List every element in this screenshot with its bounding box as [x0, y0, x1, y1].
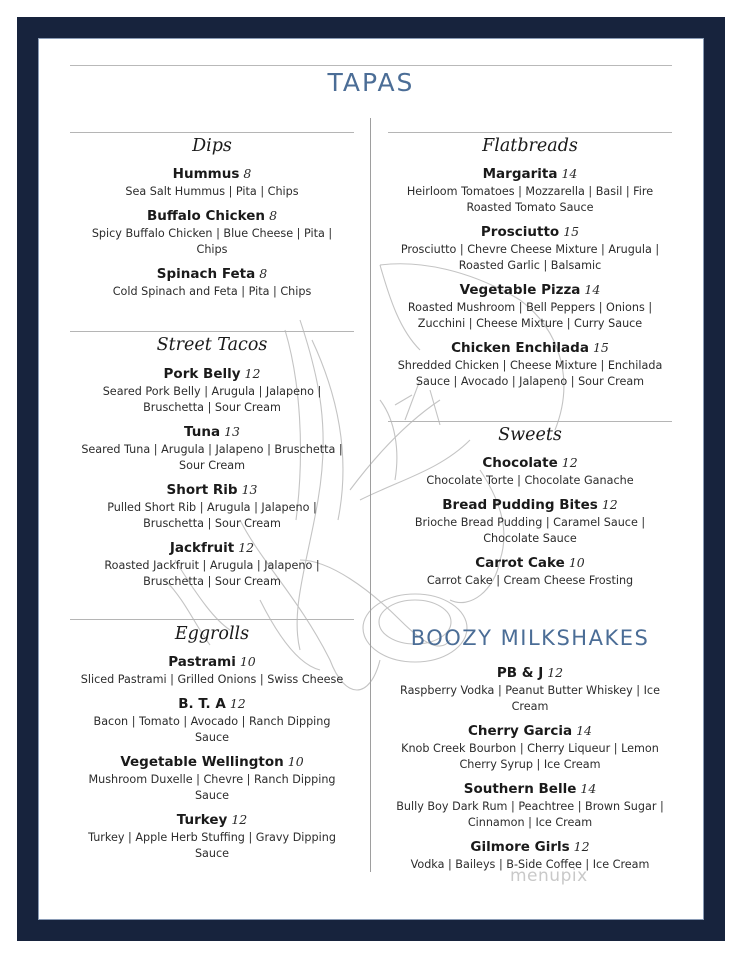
item-description: Sea Salt Hummus | Pita | Chips [125, 185, 299, 198]
item-name: Tuna [184, 424, 221, 440]
menu-item [70, 423, 354, 474]
menu-item [388, 664, 672, 715]
title-top-rule [70, 65, 672, 66]
item-description: Shredded Chicken | Cheese Mixture | Enchilada Sauce | Avocado | Jalapeno | Sour Cream [397, 359, 663, 388]
section-sweets [388, 421, 672, 601]
section-rule [70, 331, 354, 332]
section-dips [70, 132, 354, 322]
item-description: Bully Boy Dark Rum | Peachtree | Brown Sugar | Cinnamon | Ice Cream [396, 800, 664, 829]
item-price: 13 [241, 482, 258, 497]
item-price: 12 [229, 696, 246, 711]
item-name: Carrot Cake [475, 555, 565, 571]
item-name: Hummus [172, 166, 240, 182]
page-title: TAPAS [327, 68, 415, 97]
menu-item [388, 554, 672, 589]
item-price: 12 [547, 665, 564, 680]
item-price: 14 [584, 282, 601, 297]
menu-item [388, 223, 672, 274]
item-description: Seared Tuna | Arugula | Jalapeno | Bruschetta | Sour Cream [81, 443, 343, 472]
item-name: Prosciutto [480, 224, 560, 240]
item-description: Brioche Bread Pudding | Caramel Sauce | Chocolate Sauce [414, 516, 646, 545]
item-name: Jackfruit [169, 540, 235, 556]
item-price: 10 [287, 754, 304, 769]
section-rule [388, 132, 672, 133]
section-title: Street Tacos [156, 335, 268, 355]
item-description: Turkey | Apple Herb Stuffing | Gravy Dipping Sauce [88, 831, 336, 860]
item-name: Chicken Enchilada [451, 340, 589, 356]
item-name: Vegetable Wellington [120, 754, 284, 770]
item-description: Prosciutto | Chevre Cheese Mixture | Arugula | Roasted Garlic | Balsamic [400, 243, 660, 272]
section-title: Flatbreads [482, 136, 578, 156]
section-title: Eggrolls [174, 624, 250, 644]
item-price: 8 [269, 208, 278, 223]
item-price: 12 [244, 366, 261, 381]
menu-item [70, 165, 354, 200]
item-price: 15 [563, 224, 580, 239]
item-name: Turkey [176, 812, 228, 828]
item-description: Bacon | Tomato | Avocado | Ranch Dipping Sauce [93, 715, 331, 744]
menu-item [70, 695, 354, 746]
item-price: 10 [568, 555, 585, 570]
item-description: Pulled Short Rib | Arugula | Jalapeno | Bruschetta | Sour Cream [107, 501, 317, 530]
item-name: Bread Pudding Bites [442, 497, 598, 513]
item-description: Roasted Mushroom | Bell Peppers | Onions | Zucchini | Cheese Mixture | Curry Sauce [407, 301, 653, 330]
menu-item [388, 722, 672, 773]
item-description: Spicy Buffalo Chicken | Blue Cheese | Pita | Chips [91, 227, 333, 256]
column-divider [370, 118, 371, 872]
section-title: Sweets [498, 425, 562, 445]
item-name: Buffalo Chicken [146, 208, 266, 224]
item-name: Margarita [482, 166, 558, 182]
section-street-tacos [70, 331, 354, 601]
item-name: Vegetable Pizza [459, 282, 581, 298]
item-price: 14 [576, 723, 592, 738]
menu-item [70, 265, 354, 300]
item-name: Short Rib [166, 482, 238, 498]
boozy-milkshakes-title: BOOZY MILKSHAKES [410, 626, 650, 650]
item-description: Chocolate Torte | Chocolate Ganache [426, 474, 634, 487]
menu-item [388, 496, 672, 547]
menu-item [70, 753, 354, 804]
item-price: 15 [592, 340, 609, 355]
section-rule [70, 619, 354, 620]
menu-item [70, 207, 354, 258]
item-name: Southern Belle [463, 781, 577, 797]
item-price: 14 [561, 166, 578, 181]
item-name: B. T. A [178, 696, 226, 712]
item-description: Carrot Cake | Cream Cheese Frosting [426, 574, 634, 587]
menu-item [70, 811, 354, 862]
item-description: Vodka | Baileys | B-Side Coffee | Ice Cream [410, 858, 650, 871]
menu-item [70, 481, 354, 532]
item-price: 12 [573, 839, 590, 854]
section-rule [70, 132, 354, 133]
menu-item [388, 281, 672, 332]
item-price: 8 [259, 266, 268, 281]
item-name: PB & J [496, 665, 544, 681]
section-boozy-milkshakes [388, 662, 672, 872]
item-price: 13 [224, 424, 240, 439]
section-flatbreads [388, 132, 672, 412]
item-name: Spinach Feta [156, 266, 256, 282]
menu-item [70, 539, 354, 590]
item-description: Raspberry Vodka | Peanut Butter Whiskey | Ice Cream [400, 684, 660, 713]
item-name: Cherry Garcia [468, 723, 573, 739]
menu-item [388, 165, 672, 216]
menu-item [388, 780, 672, 831]
menu-item [70, 653, 354, 688]
item-price: 14 [580, 781, 597, 796]
item-name: Pastrami [168, 654, 236, 670]
menupix-watermark: menupix [510, 866, 588, 886]
item-description: Heirloom Tomatoes | Mozzarella | Basil | Fire Roasted Tomato Sauce [406, 185, 654, 214]
item-price: 12 [231, 812, 248, 827]
item-description: Cold Spinach and Feta | Pita | Chips [112, 285, 312, 298]
section-eggrolls [70, 619, 354, 869]
item-price: 12 [601, 497, 618, 512]
item-description: Sliced Pastrami | Grilled Onions | Swiss Cheese [80, 673, 344, 686]
item-description: Mushroom Duxelle | Chevre | Ranch Dipping Sauce [88, 773, 336, 802]
item-description: Seared Pork Belly | Arugula | Jalapeno | Bruschetta | Sour Cream [102, 385, 322, 414]
item-name: Chocolate [482, 455, 558, 471]
item-price: 8 [243, 166, 252, 181]
menu-item [388, 454, 672, 489]
item-price: 10 [239, 654, 256, 669]
menu-item [388, 339, 672, 390]
item-description: Knob Creek Bourbon | Cherry Liqueur | Lemon Cherry Syrup | Ice Cream [401, 742, 659, 771]
section-rule [388, 421, 672, 422]
item-description: Roasted Jackfruit | Arugula | Jalapeno | Bruschetta | Sour Cream [104, 559, 320, 588]
item-price: 12 [561, 455, 578, 470]
section-title: Dips [192, 136, 232, 156]
item-name: Pork Belly [163, 366, 241, 382]
item-price: 12 [238, 540, 255, 555]
item-name: Gilmore Girls [470, 839, 570, 855]
menu-item [70, 365, 354, 416]
